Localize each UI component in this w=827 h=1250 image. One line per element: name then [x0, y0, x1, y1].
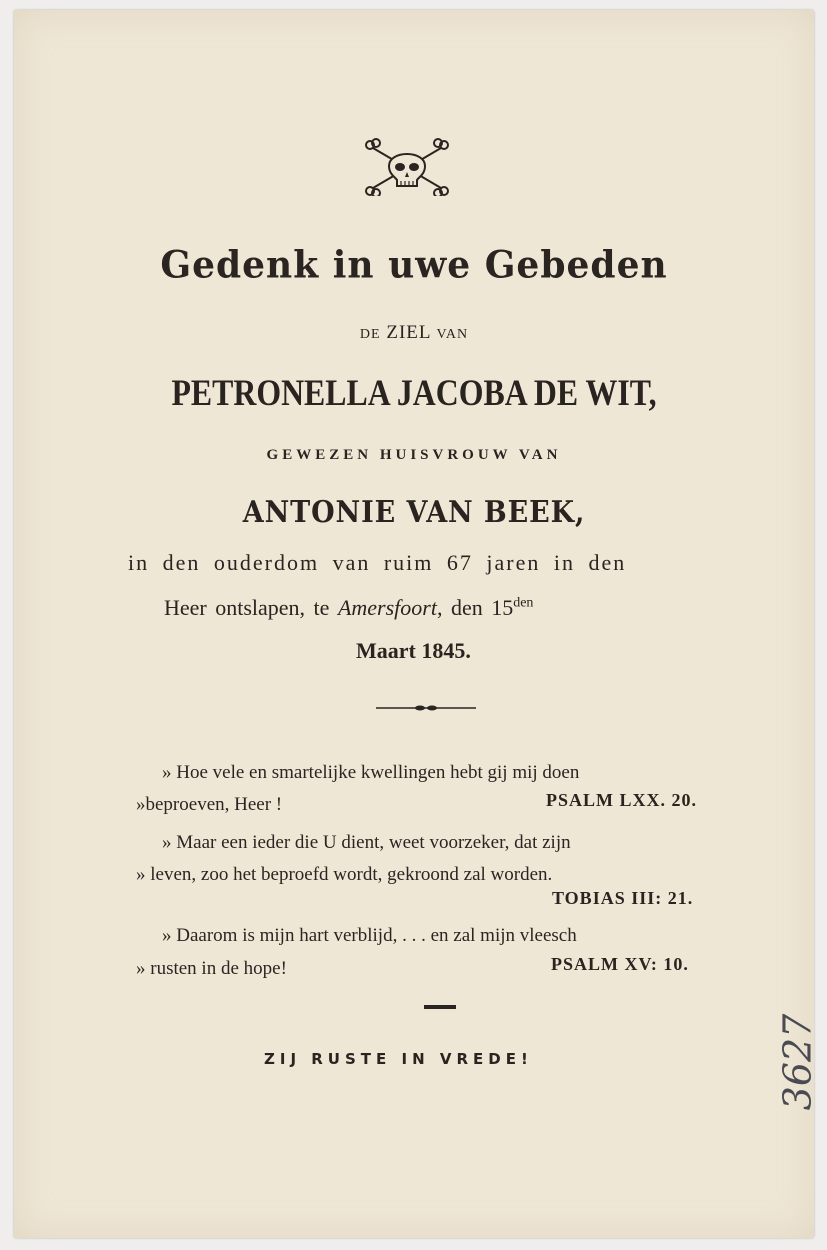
- relation-line: GEWEZEN HUISVROUW VAN: [266, 447, 562, 463]
- body-line-2a: Heer ontslapen, te: [164, 595, 330, 620]
- day-suffix: den: [513, 595, 534, 611]
- place-name: Amersfoort: [337, 595, 437, 620]
- ornament-divider: [376, 704, 476, 712]
- quote-3-line-2: » rusten in de hope!: [136, 958, 287, 979]
- ziel-post: VAN: [436, 327, 469, 342]
- quote-2-ref: TOBIAS III: 21.: [552, 888, 694, 908]
- body-line-3: Maart 1845.: [356, 638, 471, 663]
- quote-3-line-1: » Daarom is mijn hart verblijd, . . . en zal mijn vleesch: [162, 925, 577, 946]
- body-line-2b: , den 15: [436, 595, 514, 620]
- ziel-main: ZIEL: [386, 322, 431, 343]
- skull-and-crossbones-icon: [359, 136, 455, 196]
- deceased-name: PETRONELLA JACOBA DE WIT,: [171, 373, 657, 414]
- short-rule: [424, 1005, 456, 1009]
- quote-1-ref: PSALM LXX. 20.: [546, 790, 698, 810]
- ziel-line: [14, 322, 814, 344]
- quote-2-line-1: » Maar een ieder die U dient, weet voorzeker, dat zijn: [162, 832, 571, 853]
- heading: Gedenk in uwe Gebeden: [160, 242, 668, 288]
- body-line-1: in den ouderdom van ruim 67 jaren in den: [128, 550, 627, 575]
- memorial-card: [14, 10, 820, 1238]
- quote-2-line-2: » leven, zoo het beproefd wordt, gekroond zal worden.: [136, 864, 553, 885]
- quote-1-line-2: »beproeven, Heer !: [136, 794, 283, 815]
- closing-line: ZIJ RUSTE IN VREDE!: [264, 1050, 533, 1068]
- handwritten-number: 3627: [775, 1013, 820, 1111]
- quote-3-ref: PSALM XV: 10.: [551, 954, 689, 974]
- body-line-2: [164, 595, 764, 621]
- ziel-pre: DE: [359, 327, 381, 342]
- quote-1-line-1: » Hoe vele en smartelijke kwellingen hebt gij mij doen: [162, 762, 580, 783]
- husband-name: ANTONIE VAN BEEK,: [242, 495, 586, 530]
